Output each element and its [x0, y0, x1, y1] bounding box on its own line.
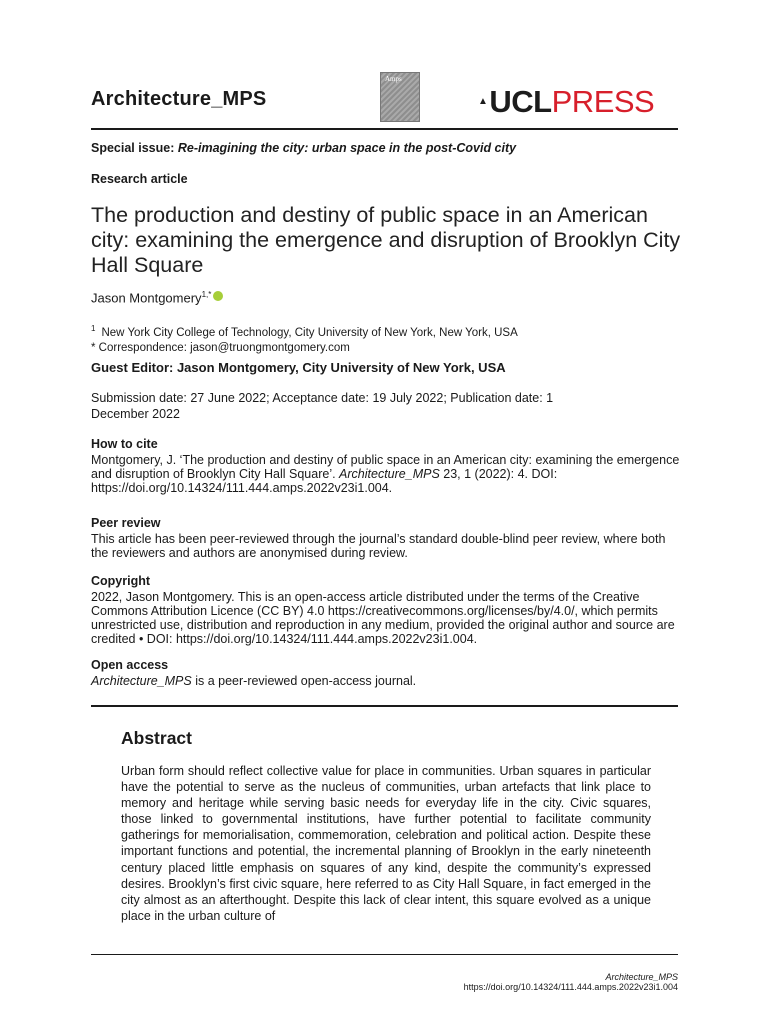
dome-icon: ▲: [478, 96, 488, 107]
journal-name: Architecture_MPS: [91, 88, 267, 110]
open-access-text: is a peer-reviewed open-access journal.: [191, 674, 417, 688]
logo-press-text: PRESS: [551, 84, 655, 119]
copyright-heading: Copyright: [91, 574, 151, 588]
correspondence: * Correspondence: jason@truongmontgomery.com: [91, 341, 350, 354]
how-to-cite-text-a: Montgomery, J. ‘The production and destiny of public space in an American city: examining the emergence and disruption of Brooklyn City Hall Square’.: [91, 453, 680, 481]
open-access-section: [91, 658, 681, 688]
special-issue-label: Special issue:: [91, 141, 175, 155]
how-to-cite-journal: Architecture_MPS: [339, 467, 440, 481]
cover-text: Amps: [385, 75, 402, 83]
peer-review-section: [91, 516, 681, 560]
special-issue: [91, 141, 516, 155]
affiliation-sup: 1: [91, 324, 96, 333]
header-divider: [91, 128, 678, 130]
footer-journal: Architecture_MPS: [605, 972, 678, 982]
affiliations: [91, 321, 518, 356]
journal-cover-thumbnail: [380, 72, 420, 122]
page-footer: [464, 972, 678, 992]
abstract-divider: [91, 705, 678, 707]
abstract-text: Urban form should reflect collective value for place in communities. Urban squares in particular have the potential to serve as the nucleus of communities, urban artefacts that link place to memory and heritage while serving basic needs for everyday life in the city. Civic squares, those linked to governmental institutions, have further potential to facilitate community gatherings for memorialisation, commemoration, celebration and political action. Despite these important functions and potential, the incremental planning of Brooklyn in the early nineteenth century placed little emphasis on squares of any kind, despite the community’s expressed desires. Brooklyn’s first civic square, here referred to as City Hall Square, in fact emerged in the city almost as an afterthought. Despite this lack of clear intent, this square evolved as a unique place in the urban culture of: [121, 764, 651, 923]
author-sup: 1,*: [201, 290, 212, 299]
author-line: [91, 290, 223, 305]
how-to-cite-text-b: 23, 1 (2022): 4. DOI: https://doi.org/10.14324/111.444.amps.2022v23i1.004.: [91, 467, 558, 495]
article-type: Research article: [91, 172, 188, 186]
copyright-section: [91, 574, 681, 646]
open-access-heading: Open access: [91, 658, 169, 672]
footer-doi[interactable]: https://doi.org/10.14324/111.444.amps.2022v23i1.004: [463, 982, 678, 992]
affiliation-1: [91, 321, 518, 341]
peer-review-heading: Peer review: [91, 516, 161, 530]
peer-review-text: This article has been peer-reviewed through the journal’s standard double-blind peer review, where both the reviewers and authors are anonymised during review.: [91, 532, 666, 560]
special-issue-name: Re-imagining the city: urban space in the post-Covid city: [177, 141, 517, 155]
orcid-icon[interactable]: [213, 291, 223, 301]
affiliation-text: New York City College of Technology, City University of New York, New York, USA: [101, 326, 518, 339]
how-to-cite-heading: How to cite: [91, 437, 158, 451]
ucl-press-logo: [478, 82, 654, 122]
guest-editor: Guest Editor: Jason Montgomery, City University of New York, USA: [91, 360, 506, 375]
open-access-journal: Architecture_MPS: [91, 674, 192, 688]
author-name: Jason Montgomery: [91, 290, 202, 306]
logo-ucl-text: UCL: [489, 84, 552, 119]
copyright-text: 2022, Jason Montgomery. This is an open-access article distributed under the terms of the Creative Commons Attribution Licence (CC BY) 4.0 https://creativecommons.org/licenses/by/4.0/, which permits unrestricted use, distribution and reproduction in any medium, provided the original author and source are credited • DOI: https://doi.org/10.14324/111.444.amps.2022v23i1.004.: [91, 590, 675, 646]
abstract-heading: Abstract: [121, 728, 192, 748]
footer-divider: [91, 954, 678, 955]
publication-dates: Submission date: 27 June 2022; Acceptance date: 19 July 2022; Publication date: 1 December 2022: [91, 391, 554, 421]
article-title: The production and destiny of public space in an American city: examining the emergence and disruption of Brooklyn City Hall Square: [91, 203, 681, 277]
how-to-cite-section: [91, 437, 681, 495]
